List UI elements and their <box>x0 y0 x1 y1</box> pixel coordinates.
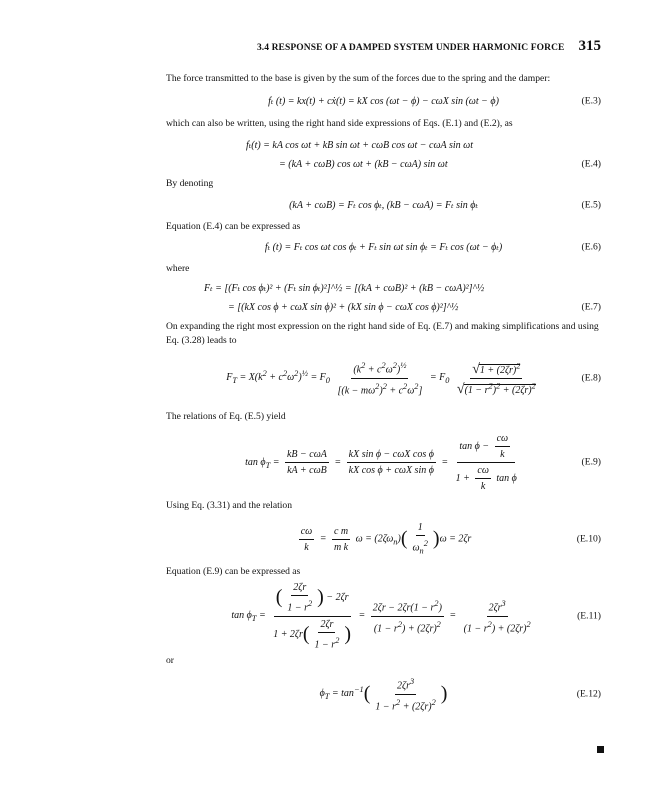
equation-e8 <box>166 356 601 400</box>
paragraph-relations: The relations of Eq. (E.5) yield <box>166 411 286 422</box>
equation-e5 <box>166 198 601 212</box>
paragraph-expanding: On expanding the right most expression on the right hand side of Eq. (E.7) and making simplifications and using Eq. (3.28) leads to <box>166 321 599 346</box>
equation-e11-tag: (E.11) <box>577 610 601 622</box>
equation-e9-body: $\tan \phi_T$ = $\frac{\text{kB − cωA}}{\text{kA + cωB}}$ = $\frac{\text{kX sin ϕ − cωX cos ϕ}}{\text{kX cos ϕ + cωX sin ϕ}}$ = tan ϕ − $\frac{c\omega}{k}$ 1 + $\frac{c\omega}{k}$ tan ϕ <box>245 432 517 492</box>
equation-e9-tag: (E.9) <box>581 456 601 468</box>
equation-e4b <box>166 157 601 171</box>
page-header <box>150 38 601 58</box>
equation-e10-tag: (E.10) <box>576 533 601 545</box>
equation-e5-body: (kA + cωB) = Fₜ cos ϕₜ, (kB − cωA) = Fₜ sin ϕₜ <box>289 199 478 211</box>
equation-e3 <box>166 94 601 108</box>
equation-e10 <box>166 522 601 556</box>
equation-e6-body: fₜ (t) = Fₜ cos ωt cos ϕₜ + Fₜ sin ωt sin ϕₜ = Fₜ cos (ωt − ϕₜ) <box>264 241 503 253</box>
running-head: 3.4 RESPONSE OF A DAMPED SYSTEM UNDER HARMONIC FORCE <box>256 43 565 53</box>
paragraph-where: where <box>166 263 190 274</box>
paragraph-transmitted-force: The force transmitted to the base is given by the sum of the forces due to the spring and the damper: <box>166 73 551 84</box>
equation-e4a <box>166 138 601 152</box>
equation-e5-tag: (E.5) <box>581 199 601 211</box>
equation-e4-tag: (E.4) <box>581 158 601 170</box>
equation-e7b-body: = [(kX cos ϕ + cωX sin ϕ)² + (kX sin ϕ − cωX cos ϕ)²]^½ <box>228 301 459 313</box>
equation-e8-body: $F_T = X(k^2 + c^2\omega^2)^{\frac{1}{2}} = F_0$ $\frac{(k^2 + c^2\omega^2)^{\frac{1}{2}}}{[(k - m\omega^2)^2 + c^2\omega^2]}$ = $F_0$ $\frac{√1 + (2\zeta r)^2}{√(1 - r^2)^2 + (2\zeta r)^2}$ <box>226 361 536 397</box>
equation-e11 <box>166 582 601 650</box>
equation-e10-body: $\frac{c\omega}{k}$ = $\frac{\text{c m}}{\text{m k}}$ $\omega = (2\zeta\omega_n)$( $\frac{1}{\omega_n^2}$ )ω = 2ζr <box>300 521 472 556</box>
equation-e7a <box>166 280 601 296</box>
paragraph-e9-expressed: Equation (E.9) can be expressed as <box>166 566 301 577</box>
paragraph-rewritten: which can also be written, using the right hand side expressions of Eqs. (E.1) and (E.2), as <box>166 118 513 129</box>
equation-e12 <box>166 676 601 712</box>
paragraph-using-relation: Using Eq. (3.31) and the relation <box>166 500 293 511</box>
equation-e8-tag: (E.8) <box>581 372 601 384</box>
paragraph-by-denoting: By denoting <box>166 178 214 189</box>
equation-e6-tag: (E.6) <box>581 241 601 253</box>
end-of-example-square-icon <box>597 746 604 753</box>
equation-e7b <box>166 299 601 315</box>
equation-e4b-body: = (kA + cωB) cos ωt + (kB − cωA) sin ωt <box>279 158 448 170</box>
page-number: 315 <box>578 38 601 54</box>
equation-e6 <box>166 240 601 254</box>
equation-e7-tag: (E.7) <box>581 301 601 313</box>
equation-e9 <box>166 432 601 492</box>
equation-e11-body: $\tan \phi_T$ = ( $\frac{2\zeta r}{1 - r^2}$ ) − 2ζr 1 + 2ζr( $\frac{2\zeta r}{1 - r^2}$ ) = $\frac{2\zeta r - 2\zeta r(1 - r^2)}{(1 - r^2) + (2\zeta r)^2}$ = $\frac{2\zeta r^3}{(1 - r^2) + (2\zeta r)^2}$ <box>231 582 531 650</box>
equation-e7a-body: Fₜ = [(Fₜ cos ϕₜ)² + (Fₜ sin ϕₜ)²]^½ = [(kA + cωB)² + (kB − cωA)²]^½ <box>204 282 485 294</box>
equation-e3-tag: (E.3) <box>581 95 601 107</box>
equation-e12-body: $\phi_T = \tan^{-1}$( $\frac{2\zeta r^3}{1 - r^2 + (2\zeta r)^2}$ ) <box>319 677 448 712</box>
equation-e12-tag: (E.12) <box>576 688 601 700</box>
equation-e4a-body: fₜ(t) = kA cos ωt + kB sin ωt + cωB cos ωt − cωA sin ωt <box>246 139 473 151</box>
equation-e3-body: fₜ (t) = kx(t) + cẋ(t) = kX cos (ωt − ϕ) − cωX sin (ωt − ϕ) <box>268 95 499 107</box>
paragraph-expressed-as: Equation (E.4) can be expressed as <box>166 221 301 232</box>
paragraph-or: or <box>166 655 174 666</box>
